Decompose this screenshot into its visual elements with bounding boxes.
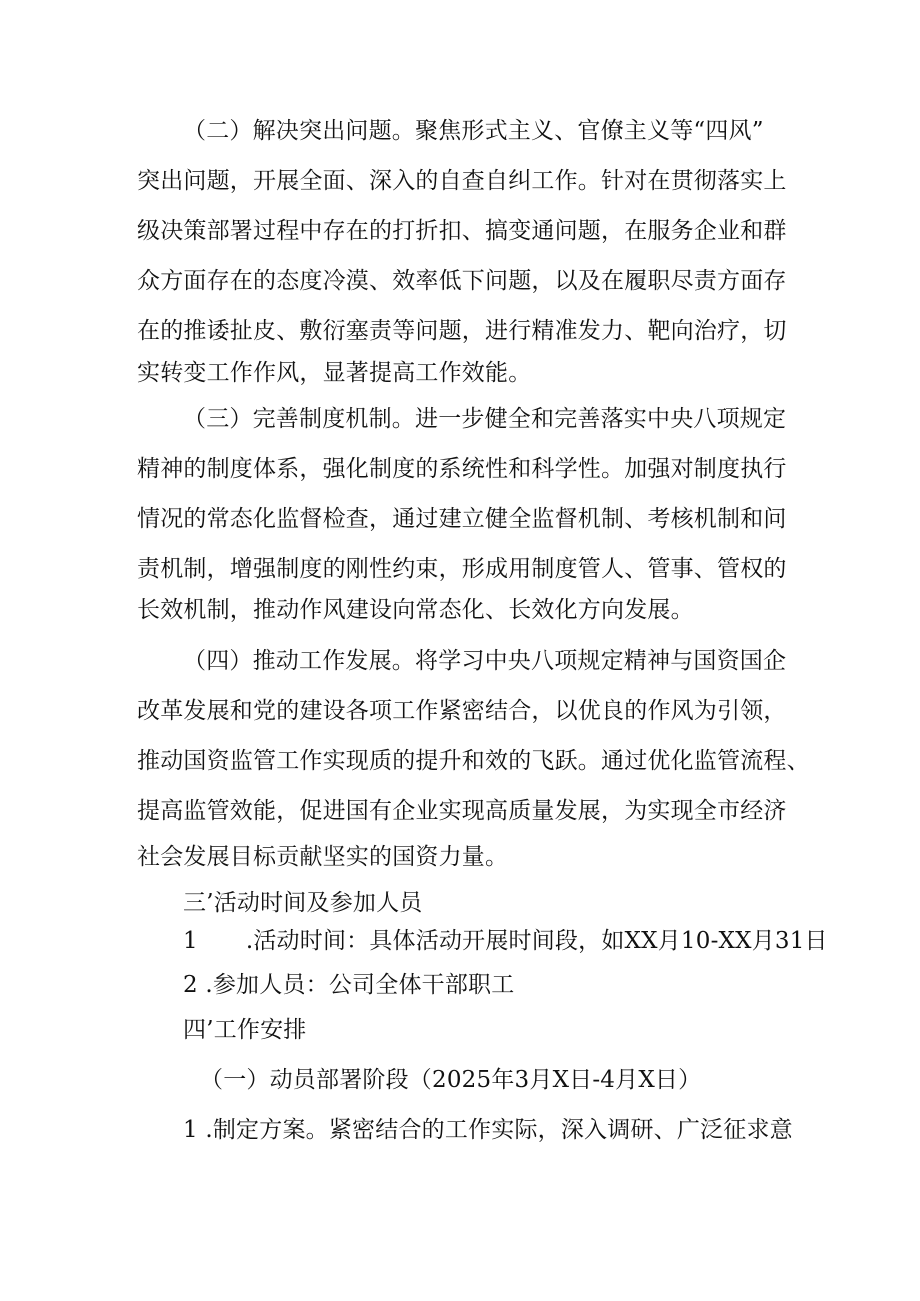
part4-stage-1: （一）动员部署阶段（2025年3月X日-4月X日） — [200, 1067, 702, 1093]
section3-line-2: 精神的制度体系，强化制度的系统性和科学性。加强对制度执行 — [137, 456, 787, 482]
part3-item-1 — [183, 926, 828, 956]
section2-line-4: 众方面存在的态度冷漠、效率低下问题，以及在履职尽责方面存 — [137, 268, 787, 294]
part3-heading: 三’活动时间及参加人员 — [183, 890, 423, 916]
part4-heading: 四’工作安排 — [183, 1017, 307, 1043]
section4-line-4: 提高监管效能，促进国有企业实现高质量发展，为实现全市经济 — [137, 798, 787, 824]
part4-item-1: 1 .制定方案。紧密结合的工作实际，深入调研、广泛征求意 — [183, 1117, 793, 1143]
section2-line-2: 突出问题，开展全面、深入的自查自纠工作。针对在贯彻落实上 — [137, 168, 787, 194]
section4-line-1: （四）推动工作发展。将学习中央八项规定精神与国资国企 — [183, 648, 787, 674]
section3-line-5: 长效机制，推动作风建设向常态化、长效化方向发展。 — [137, 597, 694, 623]
part3-item-2: 2 .参加人员：公司全体干部职工 — [183, 972, 515, 998]
part3-item-1-text: .活动时间：具体活动开展时间段，如XX月10-XX月31日 — [245, 928, 828, 954]
part3-item-1-number: 1 — [183, 928, 198, 954]
section3-line-1: （三）完善制度机制。进一步健全和完善落实中央八项规定 — [183, 406, 787, 432]
section4-line-5: 社会发展目标贡献坚实的国资力量。 — [137, 844, 509, 870]
section4-line-3: 推动国资监管工作实现质的提升和效的飞跃。通过优化监管流程、 — [137, 748, 810, 774]
section3-line-3: 情况的常态化监督检查，通过建立健全监督机制、考核机制和问 — [137, 506, 787, 532]
section2-line-3: 级决策部署过程中存在的打折扣、搞变通问题，在服务企业和群 — [137, 218, 787, 244]
section4-line-2: 改革发展和党的建设各项工作紧密结合，以优良的作风为引领， — [137, 698, 787, 724]
section2-line-1: （二）解决突出问题。聚焦形式主义、官僚主义等“四风” — [183, 118, 764, 144]
section3-line-4: 责机制，增强制度的刚性约束，形成用制度管人、管事、管权的 — [137, 556, 787, 582]
section2-line-6: 实转变工作作风，显著提高工作效能。 — [137, 360, 532, 386]
section2-line-5: 在的推诿扯皮、敷衍塞责等问题，进行精准发力、靶向治疗，切 — [137, 318, 787, 344]
